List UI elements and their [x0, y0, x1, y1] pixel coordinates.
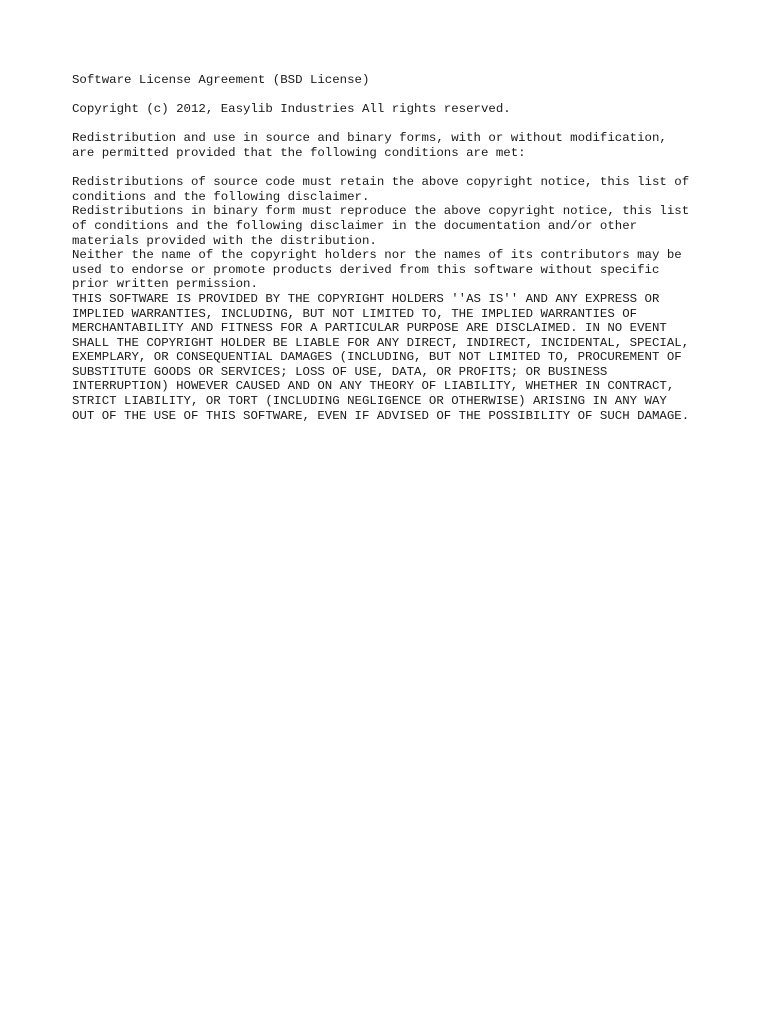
intro-line: are permitted provided that the following conditions are met:	[72, 145, 526, 160]
condition-line: of conditions and the following disclaimer in the documentation and/or other	[72, 218, 638, 233]
license-document	[72, 73, 732, 423]
paragraph-gap	[72, 117, 732, 132]
conditions-block	[72, 175, 732, 292]
condition-line: conditions and the following disclaimer.	[72, 189, 370, 204]
intro-paragraph	[72, 131, 732, 160]
condition-line: used to endorse or promote products derived from this software without specific	[72, 262, 660, 277]
disclaimer-line: INTERRUPTION) HOWEVER CAUSED AND ON ANY THEORY OF LIABILITY, WHETHER IN CONTRACT,	[72, 379, 675, 394]
copyright-line: Copyright (c) 2012, Easylib Industries All rights reserved.	[72, 102, 511, 117]
disclaimer-line: IMPLIED WARRANTIES, INCLUDING, BUT NOT LIMITED TO, THE IMPLIED WARRANTIES OF	[72, 306, 638, 321]
disclaimer-line: THIS SOFTWARE IS PROVIDED BY THE COPYRIGHT HOLDERS ''AS IS'' AND ANY EXPRESS OR	[72, 291, 660, 306]
paragraph-gap	[72, 161, 732, 176]
condition-line: Redistributions of source code must retain the above copyright notice, this list of	[72, 175, 690, 190]
condition-line: Neither the name of the copyright holders nor the names of its contributors may be	[72, 248, 682, 263]
disclaimer-line: STRICT LIABILITY, OR TORT (INCLUDING NEGLIGENCE OR OTHERWISE) ARISING IN ANY WAY	[72, 394, 667, 409]
disclaimer-line: SUBSTITUTE GOODS OR SERVICES; LOSS OF USE, DATA, OR PROFITS; OR BUSINESS	[72, 364, 608, 379]
disclaimer-line: OUT OF THE USE OF THIS SOFTWARE, EVEN IF ADVISED OF THE POSSIBILITY OF SUCH DAMAGE.	[72, 408, 690, 423]
document-title: Software License Agreement (BSD License)	[72, 73, 370, 87]
condition-line: Redistributions in binary form must reproduce the above copyright notice, this list	[72, 204, 690, 219]
disclaimer-line: EXEMPLARY, OR CONSEQUENTIAL DAMAGES (INCLUDING, BUT NOT LIMITED TO, PROCUREMENT OF	[72, 350, 682, 365]
condition-line: prior written permission.	[72, 277, 258, 292]
intro-line: Redistribution and use in source and binary forms, with or without modification,	[72, 131, 667, 146]
disclaimer-block	[72, 292, 732, 423]
paragraph-gap	[72, 88, 732, 103]
disclaimer-line: SHALL THE COPYRIGHT HOLDER BE LIABLE FOR ANY DIRECT, INDIRECT, INCIDENTAL, SPECIAL,	[72, 335, 690, 350]
disclaimer-line: MERCHANTABILITY AND FITNESS FOR A PARTICULAR PURPOSE ARE DISCLAIMED. IN NO EVENT	[72, 321, 667, 336]
condition-line: materials provided with the distribution.	[72, 233, 377, 248]
